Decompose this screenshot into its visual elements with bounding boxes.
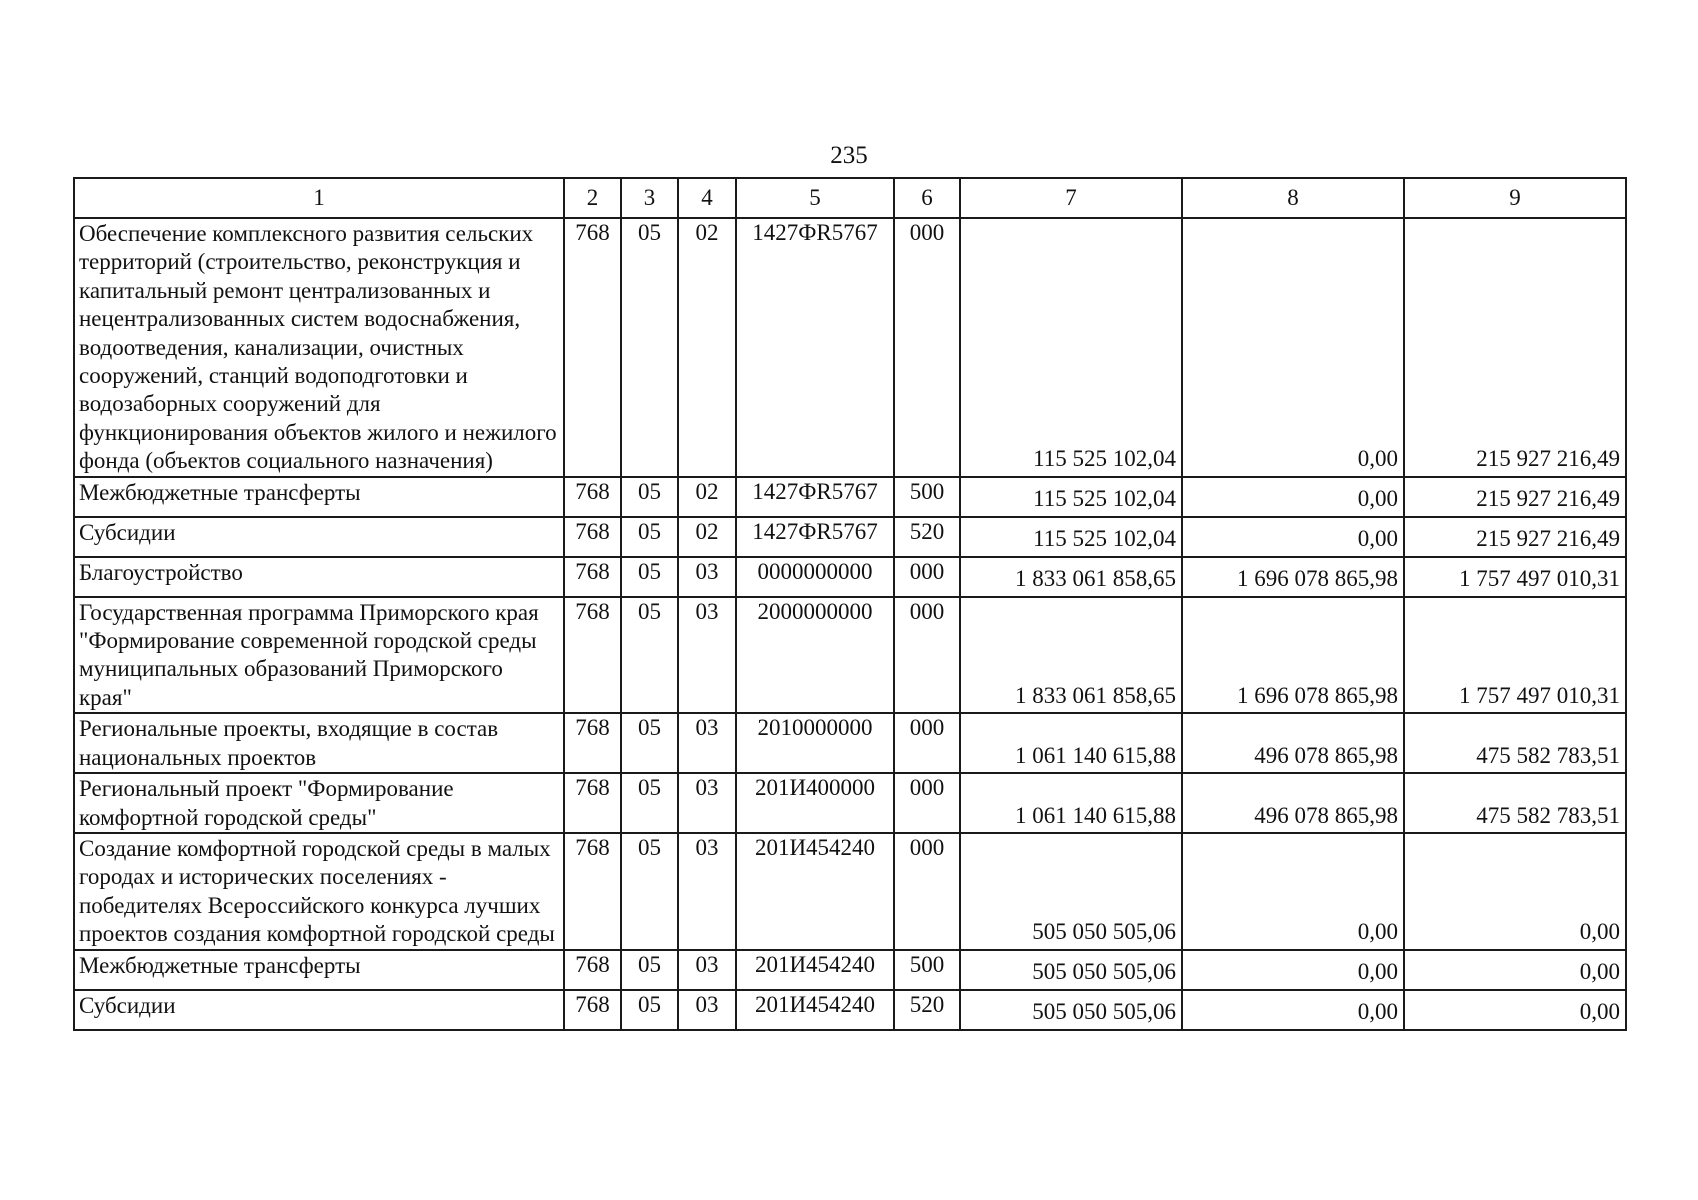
cell-code-5: 1427ФR5767 [736, 218, 894, 477]
cell-code-5: 0000000000 [736, 557, 894, 597]
cell-code-4: 03 [678, 990, 736, 1030]
table-row [74, 517, 1626, 557]
cell-amount-9: 0,00 [1404, 950, 1626, 990]
cell-amount-8: 1 696 078 865,98 [1182, 557, 1404, 597]
row-description: Субсидии [74, 990, 564, 1030]
cell-amount-9: 215 927 216,49 [1404, 517, 1626, 557]
cell-code-2: 768 [564, 773, 621, 833]
row-description: Благоустройство [74, 557, 564, 597]
table-row [74, 990, 1626, 1030]
cell-amount-8: 496 078 865,98 [1182, 713, 1404, 773]
table-row [74, 833, 1626, 950]
cell-amount-7: 505 050 505,06 [960, 950, 1182, 990]
cell-amount-7: 1 061 140 615,88 [960, 773, 1182, 833]
cell-code-4: 02 [678, 218, 736, 477]
row-description: Субсидии [74, 517, 564, 557]
cell-code-4: 03 [678, 950, 736, 990]
cell-code-3: 05 [621, 713, 678, 773]
cell-amount-7: 1 061 140 615,88 [960, 713, 1182, 773]
column-header-1: 1 [74, 178, 564, 218]
cell-code-3: 05 [621, 517, 678, 557]
cell-code-6: 000 [894, 557, 960, 597]
cell-code-3: 05 [621, 950, 678, 990]
cell-amount-7: 115 525 102,04 [960, 517, 1182, 557]
cell-amount-8: 0,00 [1182, 477, 1404, 517]
cell-amount-9: 1 757 497 010,31 [1404, 597, 1626, 714]
column-header-3: 3 [621, 178, 678, 218]
table-row [74, 773, 1626, 833]
cell-amount-8: 0,00 [1182, 517, 1404, 557]
cell-code-6: 000 [894, 218, 960, 477]
cell-amount-9: 475 582 783,51 [1404, 773, 1626, 833]
cell-code-3: 05 [621, 597, 678, 714]
cell-code-6: 500 [894, 477, 960, 517]
cell-code-4: 03 [678, 597, 736, 714]
cell-code-3: 05 [621, 477, 678, 517]
cell-code-5: 2000000000 [736, 597, 894, 714]
cell-amount-7: 1 833 061 858,65 [960, 597, 1182, 714]
cell-code-6: 000 [894, 597, 960, 714]
column-header-9: 9 [1404, 178, 1626, 218]
cell-amount-8: 0,00 [1182, 950, 1404, 990]
table-row [74, 950, 1626, 990]
table-row [74, 597, 1626, 714]
row-description: Региональные проекты, входящие в состав национальных проектов [74, 713, 564, 773]
cell-code-5: 201И454240 [736, 990, 894, 1030]
cell-code-4: 03 [678, 773, 736, 833]
cell-code-5: 201И454240 [736, 950, 894, 990]
cell-code-6: 520 [894, 517, 960, 557]
column-header-8: 8 [1182, 178, 1404, 218]
cell-code-3: 05 [621, 218, 678, 477]
cell-code-2: 768 [564, 950, 621, 990]
row-description: Государственная программа Приморского края "Формирование современной городской среды муниципальных образований Приморского края" [74, 597, 564, 714]
cell-amount-8: 496 078 865,98 [1182, 773, 1404, 833]
column-header-5: 5 [736, 178, 894, 218]
cell-code-2: 768 [564, 477, 621, 517]
cell-code-5: 2010000000 [736, 713, 894, 773]
cell-code-2: 768 [564, 597, 621, 714]
cell-amount-9: 215 927 216,49 [1404, 218, 1626, 477]
column-header-2: 2 [564, 178, 621, 218]
cell-amount-8: 0,00 [1182, 833, 1404, 950]
table-row [74, 477, 1626, 517]
cell-code-2: 768 [564, 218, 621, 477]
cell-code-4: 03 [678, 833, 736, 950]
column-header-7: 7 [960, 178, 1182, 218]
cell-code-4: 03 [678, 713, 736, 773]
cell-code-6: 000 [894, 773, 960, 833]
cell-amount-7: 115 525 102,04 [960, 218, 1182, 477]
cell-amount-9: 1 757 497 010,31 [1404, 557, 1626, 597]
cell-amount-7: 505 050 505,06 [960, 833, 1182, 950]
cell-code-6: 500 [894, 950, 960, 990]
cell-amount-7: 1 833 061 858,65 [960, 557, 1182, 597]
row-description: Обеспечение комплексного развития сельских территорий (строительство, реконструкция и капитальный ремонт централизованных и нецентрализованных систем водоснабжения, водоотведения, канализации, очистных сооружений, станций водоподготовки и водозаборных сооружений для функционирования объектов жилого и нежилого фонда (объектов социального назначения) [74, 218, 564, 477]
row-description: Создание комфортной городской среды в малых городах и исторических поселениях - победителях Всероссийского конкурса лучших проектов создания комфортной городской среды [74, 833, 564, 950]
cell-amount-9: 0,00 [1404, 990, 1626, 1030]
cell-code-2: 768 [564, 990, 621, 1030]
cell-code-2: 768 [564, 713, 621, 773]
cell-code-2: 768 [564, 517, 621, 557]
cell-amount-9: 215 927 216,49 [1404, 477, 1626, 517]
column-header-4: 4 [678, 178, 736, 218]
table-row [74, 218, 1626, 477]
cell-code-2: 768 [564, 557, 621, 597]
cell-code-5: 1427ФR5767 [736, 517, 894, 557]
cell-amount-8: 0,00 [1182, 990, 1404, 1030]
cell-amount-8: 0,00 [1182, 218, 1404, 477]
cell-amount-8: 1 696 078 865,98 [1182, 597, 1404, 714]
cell-code-5: 201И454240 [736, 833, 894, 950]
page-number: 235 [830, 142, 868, 169]
row-description: Региональный проект "Формирование комфортной городской среды" [74, 773, 564, 833]
cell-code-4: 03 [678, 557, 736, 597]
cell-code-6: 520 [894, 990, 960, 1030]
cell-code-6: 000 [894, 833, 960, 950]
row-description: Межбюджетные трансферты [74, 950, 564, 990]
cell-amount-9: 0,00 [1404, 833, 1626, 950]
cell-code-3: 05 [621, 833, 678, 950]
table-header-row [74, 178, 1626, 218]
cell-amount-9: 475 582 783,51 [1404, 713, 1626, 773]
cell-amount-7: 505 050 505,06 [960, 990, 1182, 1030]
cell-code-5: 1427ФR5767 [736, 477, 894, 517]
cell-code-4: 02 [678, 517, 736, 557]
row-description: Межбюджетные трансферты [74, 477, 564, 517]
cell-code-3: 05 [621, 990, 678, 1030]
cell-code-5: 201И400000 [736, 773, 894, 833]
cell-code-4: 02 [678, 477, 736, 517]
budget-table [73, 177, 1627, 1031]
column-header-6: 6 [894, 178, 960, 218]
cell-code-2: 768 [564, 833, 621, 950]
cell-code-6: 000 [894, 713, 960, 773]
cell-code-3: 05 [621, 773, 678, 833]
cell-code-3: 05 [621, 557, 678, 597]
cell-amount-7: 115 525 102,04 [960, 477, 1182, 517]
table-row [74, 713, 1626, 773]
table-row [74, 557, 1626, 597]
